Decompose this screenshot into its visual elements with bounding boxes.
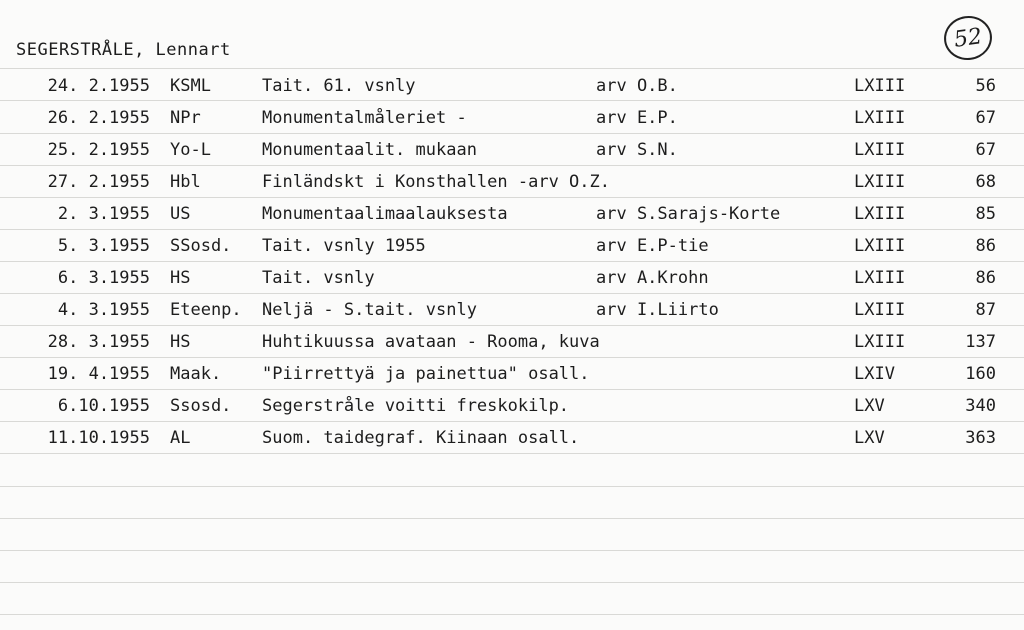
entry-volume: LXV xyxy=(854,428,885,448)
entry-source: Eteenp. xyxy=(170,300,242,320)
entry-date: 5. 3.1955 xyxy=(57,236,150,256)
entry-title: Monumentaalimaalauksesta xyxy=(262,204,508,224)
entry-volume: LXIII xyxy=(854,108,906,128)
entry-title: Segerstråle voitti freskokilp. xyxy=(262,396,570,416)
entry-title: Huhtikuussa avataan - Rooma, kuva xyxy=(262,332,600,352)
rule-line xyxy=(0,582,1024,583)
entry-volume: LXIII xyxy=(854,268,906,288)
entry-reviewer: arv I.Liirto xyxy=(596,300,719,320)
entry-date: 6.10.1955 xyxy=(57,396,150,416)
entry-reviewer: arv S.N. xyxy=(596,140,678,160)
entry-row xyxy=(0,358,1024,390)
entry-volume: LXIII xyxy=(854,332,906,352)
entry-date: 2. 3.1955 xyxy=(57,204,150,224)
entry-page: 86 xyxy=(975,236,996,256)
entry-page: 87 xyxy=(975,300,996,320)
entry-volume: LXIII xyxy=(854,300,906,320)
entry-source: SSosd. xyxy=(170,236,232,256)
entry-date: 19. 4.1955 xyxy=(47,364,150,384)
entry-date: 4. 3.1955 xyxy=(57,300,150,320)
entry-page: 160 xyxy=(965,364,996,384)
rule-line xyxy=(0,486,1024,487)
entry-date: 11.10.1955 xyxy=(47,428,150,448)
entry-row xyxy=(0,294,1024,326)
entry-reviewer: arv S.Sarajs-Korte xyxy=(596,204,781,224)
entry-source: HS xyxy=(170,268,191,288)
entry-row xyxy=(0,134,1024,166)
entry-volume: LXIII xyxy=(854,76,906,96)
entry-reviewer: arv E.P-tie xyxy=(596,236,709,256)
rule-line xyxy=(0,614,1024,615)
card-number: 52 xyxy=(952,23,984,53)
entry-source: Yo-L xyxy=(170,140,211,160)
entry-source: Ssosd. xyxy=(170,396,232,416)
entry-row xyxy=(0,390,1024,422)
entry-row xyxy=(0,326,1024,358)
entry-row xyxy=(0,102,1024,134)
entry-row xyxy=(0,262,1024,294)
entry-page: 56 xyxy=(975,76,996,96)
entry-page: 363 xyxy=(965,428,996,448)
entry-page: 137 xyxy=(965,332,996,352)
entry-page: 340 xyxy=(965,396,996,416)
entry-volume: LXIII xyxy=(854,204,906,224)
rule-line xyxy=(0,550,1024,551)
card-header: SEGERSTRÅLE, Lennart xyxy=(16,40,231,60)
entry-title: Monumentaalit. mukaan xyxy=(262,140,477,160)
entry-source: NPr xyxy=(170,108,201,128)
entry-title: "Piirrettyä ja painettua" osall. xyxy=(262,364,590,384)
entry-title: Monumentalmåleriet - xyxy=(262,108,467,128)
entry-reviewer: arv E.P. xyxy=(596,108,678,128)
entry-source: AL xyxy=(170,428,191,448)
entry-page: 67 xyxy=(975,140,996,160)
entry-source: Maak. xyxy=(170,364,222,384)
entry-volume: LXV xyxy=(854,396,885,416)
entry-row xyxy=(0,230,1024,262)
entry-volume: LXIV xyxy=(854,364,895,384)
entry-volume: LXIII xyxy=(854,140,906,160)
entry-date: 25. 2.1955 xyxy=(47,140,150,160)
entry-title: Tait. vsnly 1955 xyxy=(262,236,426,256)
entry-reviewer: arv O.B. xyxy=(596,76,678,96)
entry-row xyxy=(0,198,1024,230)
entry-source: KSML xyxy=(170,76,211,96)
entry-source: Hbl xyxy=(170,172,201,192)
rule-line xyxy=(0,518,1024,519)
rule-line xyxy=(0,68,1024,69)
entry-row xyxy=(0,166,1024,198)
entry-title: Finländskt i Konsthallen -arv O.Z. xyxy=(262,172,610,192)
entry-page: 67 xyxy=(975,108,996,128)
entry-date: 27. 2.1955 xyxy=(47,172,150,192)
entry-page: 86 xyxy=(975,268,996,288)
entry-date: 6. 3.1955 xyxy=(57,268,150,288)
entry-page: 85 xyxy=(975,204,996,224)
entry-title: Tait. 61. vsnly xyxy=(262,76,416,96)
entry-date: 28. 3.1955 xyxy=(47,332,150,352)
entry-title: Tait. vsnly xyxy=(262,268,375,288)
entry-page: 68 xyxy=(975,172,996,192)
entry-title: Suom. taidegraf. Kiinaan osall. xyxy=(262,428,580,448)
entry-date: 26. 2.1955 xyxy=(47,108,150,128)
entry-title: Neljä - S.tait. vsnly xyxy=(262,300,477,320)
entry-date: 24. 2.1955 xyxy=(47,76,150,96)
entry-row xyxy=(0,422,1024,454)
entry-row xyxy=(0,70,1024,102)
entry-source: HS xyxy=(170,332,191,352)
entry-volume: LXIII xyxy=(854,236,906,256)
entry-source: US xyxy=(170,204,191,224)
card-number-stamp xyxy=(941,13,995,63)
entry-volume: LXIII xyxy=(854,172,906,192)
entry-reviewer: arv A.Krohn xyxy=(596,268,709,288)
